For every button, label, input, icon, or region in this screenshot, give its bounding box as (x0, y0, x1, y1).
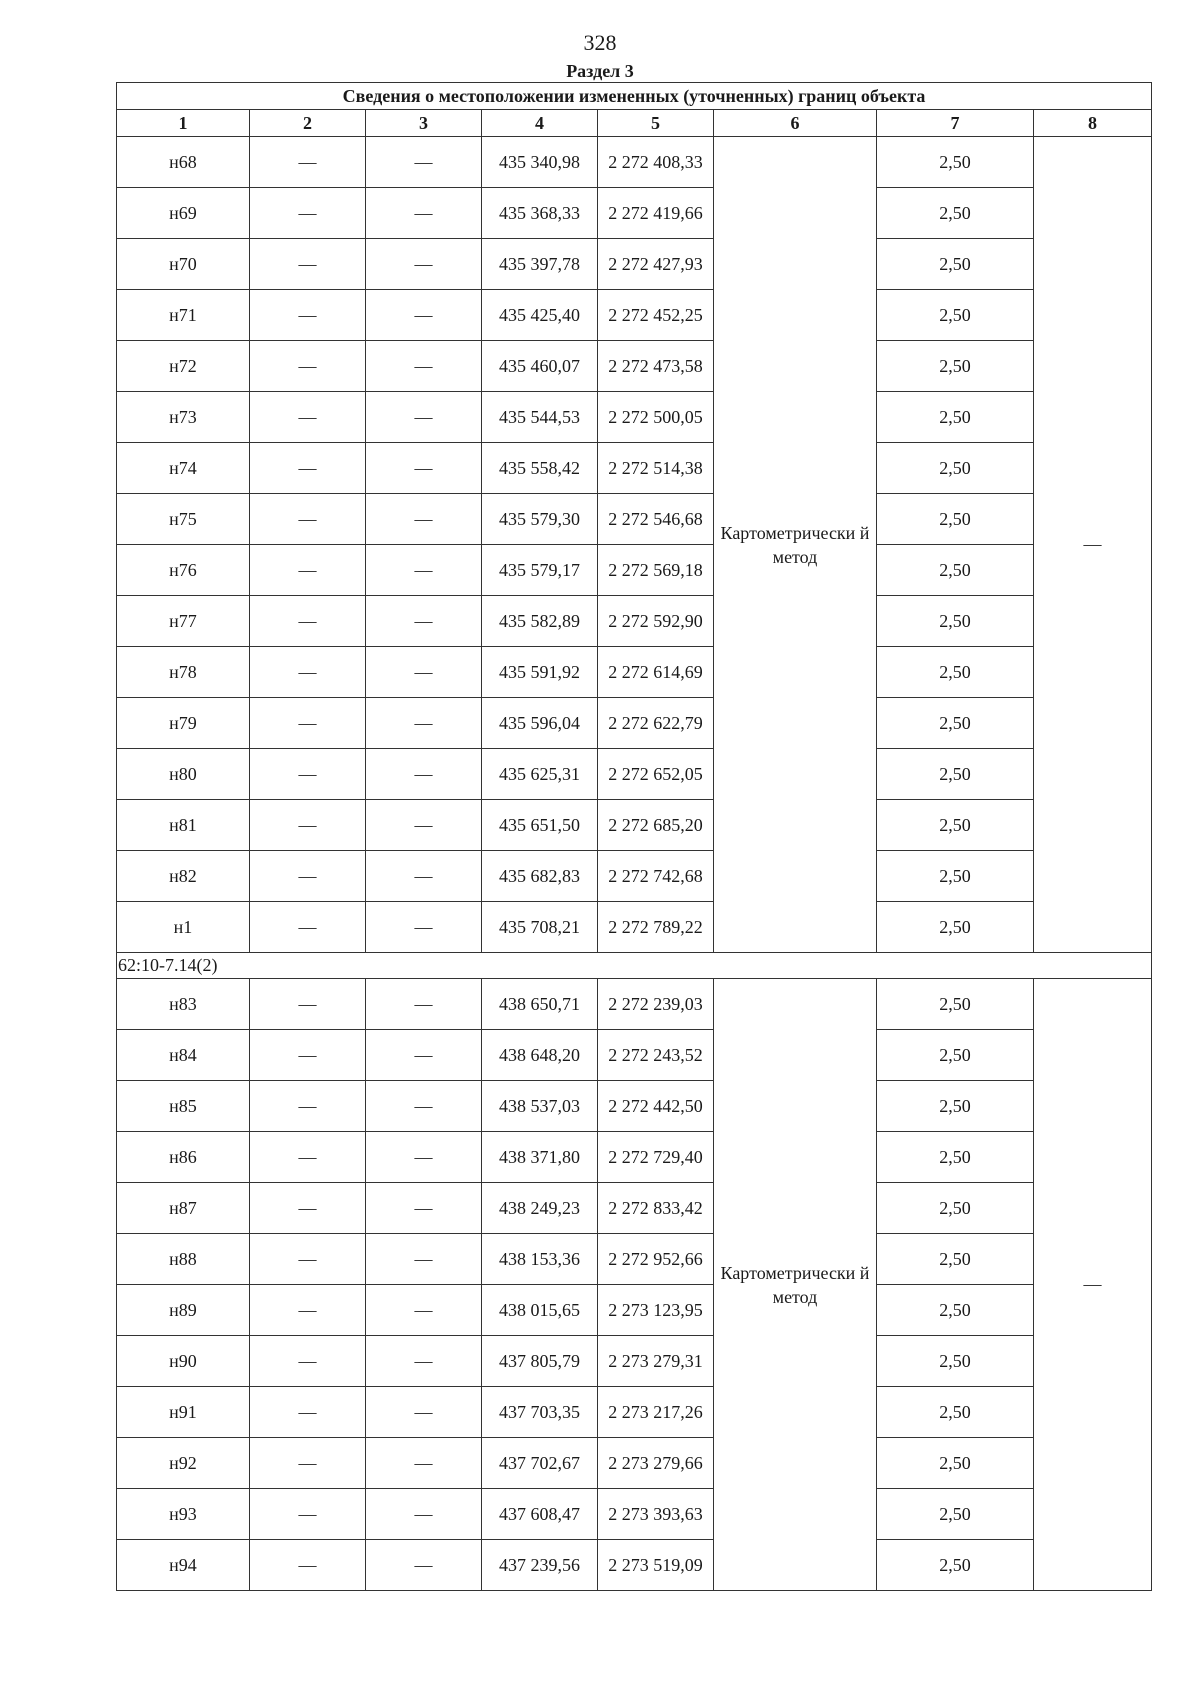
y-coordinate-cell: 2 273 217,26 (598, 1387, 714, 1438)
x-coordinate-cell: 438 537,03 (482, 1081, 598, 1132)
col3-cell: — (366, 1132, 482, 1183)
col8-cell: — (1034, 137, 1152, 953)
x-coordinate-cell: 435 625,31 (482, 749, 598, 800)
accuracy-cell: 2,50 (877, 290, 1034, 341)
y-coordinate-cell: 2 273 279,66 (598, 1438, 714, 1489)
table-row (117, 749, 1152, 800)
table-row (117, 137, 1152, 188)
col3-cell: — (366, 443, 482, 494)
col2-cell: — (250, 494, 366, 545)
table-row (117, 239, 1152, 290)
point-name-cell: н79 (117, 698, 250, 749)
col2-cell: — (250, 1234, 366, 1285)
col2-cell: — (250, 239, 366, 290)
point-name-cell: н91 (117, 1387, 250, 1438)
col3-cell: — (366, 1438, 482, 1489)
accuracy-cell: 2,50 (877, 137, 1034, 188)
col3-cell: — (366, 392, 482, 443)
col3-cell: — (366, 1183, 482, 1234)
col8-cell: — (1034, 979, 1152, 1591)
x-coordinate-cell: 435 460,07 (482, 341, 598, 392)
table-row (117, 443, 1152, 494)
point-name-cell: н90 (117, 1336, 250, 1387)
table-row (117, 647, 1152, 698)
group-label: 62:10-7.14(2) (117, 953, 1152, 979)
accuracy-cell: 2,50 (877, 698, 1034, 749)
table-row (117, 494, 1152, 545)
col2-cell: — (250, 1081, 366, 1132)
col2-cell: — (250, 698, 366, 749)
x-coordinate-cell: 435 651,50 (482, 800, 598, 851)
col2-cell: — (250, 1285, 366, 1336)
col2-cell: — (250, 1132, 366, 1183)
accuracy-cell: 2,50 (877, 545, 1034, 596)
col3-cell: — (366, 979, 482, 1030)
col2-cell: — (250, 545, 366, 596)
x-coordinate-cell: 435 340,98 (482, 137, 598, 188)
col3-cell: — (366, 902, 482, 953)
y-coordinate-cell: 2 272 500,05 (598, 392, 714, 443)
column-number-4: 4 (482, 110, 598, 137)
column-number-row (117, 110, 1152, 137)
table-row (117, 1285, 1152, 1336)
method-cell: Картометрически й метод (714, 979, 877, 1591)
table-row (117, 902, 1152, 953)
table-row (117, 545, 1152, 596)
col3-cell: — (366, 494, 482, 545)
table-row (117, 1387, 1152, 1438)
x-coordinate-cell: 438 371,80 (482, 1132, 598, 1183)
col2-cell: — (250, 137, 366, 188)
col2-cell: — (250, 341, 366, 392)
y-coordinate-cell: 2 272 427,93 (598, 239, 714, 290)
column-number-3: 3 (366, 110, 482, 137)
y-coordinate-cell: 2 272 419,66 (598, 188, 714, 239)
col2-cell: — (250, 290, 366, 341)
col3-cell: — (366, 596, 482, 647)
x-coordinate-cell: 437 703,35 (482, 1387, 598, 1438)
x-coordinate-cell: 438 650,71 (482, 979, 598, 1030)
column-number-8: 8 (1034, 110, 1152, 137)
y-coordinate-cell: 2 272 592,90 (598, 596, 714, 647)
accuracy-cell: 2,50 (877, 1489, 1034, 1540)
accuracy-cell: 2,50 (877, 494, 1034, 545)
y-coordinate-cell: 2 272 614,69 (598, 647, 714, 698)
y-coordinate-cell: 2 272 408,33 (598, 137, 714, 188)
x-coordinate-cell: 435 425,40 (482, 290, 598, 341)
boundary-table (116, 82, 1152, 1591)
table-row (117, 698, 1152, 749)
col3-cell: — (366, 698, 482, 749)
table-row (117, 1489, 1152, 1540)
y-coordinate-cell: 2 272 685,20 (598, 800, 714, 851)
y-coordinate-cell: 2 272 442,50 (598, 1081, 714, 1132)
col3-cell: — (366, 1540, 482, 1591)
point-name-cell: н94 (117, 1540, 250, 1591)
accuracy-cell: 2,50 (877, 1285, 1034, 1336)
table-row (117, 1132, 1152, 1183)
x-coordinate-cell: 437 805,79 (482, 1336, 598, 1387)
table-row (117, 1336, 1152, 1387)
x-coordinate-cell: 435 591,92 (482, 647, 598, 698)
y-coordinate-cell: 2 272 789,22 (598, 902, 714, 953)
col3-cell: — (366, 239, 482, 290)
table-row (117, 1540, 1152, 1591)
accuracy-cell: 2,50 (877, 1081, 1034, 1132)
x-coordinate-cell: 438 249,23 (482, 1183, 598, 1234)
table-row (117, 1081, 1152, 1132)
point-name-cell: н70 (117, 239, 250, 290)
point-name-cell: н71 (117, 290, 250, 341)
col3-cell: — (366, 1234, 482, 1285)
point-name-cell: н83 (117, 979, 250, 1030)
point-name-cell: н69 (117, 188, 250, 239)
col2-cell: — (250, 392, 366, 443)
x-coordinate-cell: 438 648,20 (482, 1030, 598, 1081)
col3-cell: — (366, 851, 482, 902)
col3-cell: — (366, 545, 482, 596)
accuracy-cell: 2,50 (877, 1336, 1034, 1387)
y-coordinate-cell: 2 272 514,38 (598, 443, 714, 494)
table-row (117, 979, 1152, 1030)
point-name-cell: н72 (117, 341, 250, 392)
point-name-cell: н73 (117, 392, 250, 443)
y-coordinate-cell: 2 273 123,95 (598, 1285, 714, 1336)
point-name-cell: н76 (117, 545, 250, 596)
col2-cell: — (250, 1540, 366, 1591)
column-number-1: 1 (117, 110, 250, 137)
accuracy-cell: 2,50 (877, 979, 1034, 1030)
y-coordinate-cell: 2 272 952,66 (598, 1234, 714, 1285)
col2-cell: — (250, 188, 366, 239)
group-label-row (117, 953, 1152, 979)
accuracy-cell: 2,50 (877, 749, 1034, 800)
column-number-2: 2 (250, 110, 366, 137)
y-coordinate-cell: 2 272 729,40 (598, 1132, 714, 1183)
accuracy-cell: 2,50 (877, 1234, 1034, 1285)
point-name-cell: н88 (117, 1234, 250, 1285)
col2-cell: — (250, 1387, 366, 1438)
x-coordinate-cell: 437 239,56 (482, 1540, 598, 1591)
col3-cell: — (366, 1081, 482, 1132)
table-row (117, 800, 1152, 851)
x-coordinate-cell: 435 708,21 (482, 902, 598, 953)
accuracy-cell: 2,50 (877, 188, 1034, 239)
y-coordinate-cell: 2 272 652,05 (598, 749, 714, 800)
col3-cell: — (366, 188, 482, 239)
col3-cell: — (366, 290, 482, 341)
table-row (117, 1183, 1152, 1234)
x-coordinate-cell: 437 608,47 (482, 1489, 598, 1540)
y-coordinate-cell: 2 272 452,25 (598, 290, 714, 341)
table-row (117, 290, 1152, 341)
x-coordinate-cell: 435 368,33 (482, 188, 598, 239)
y-coordinate-cell: 2 272 622,79 (598, 698, 714, 749)
x-coordinate-cell: 435 544,53 (482, 392, 598, 443)
y-coordinate-cell: 2 272 243,52 (598, 1030, 714, 1081)
table-row (117, 392, 1152, 443)
point-name-cell: н89 (117, 1285, 250, 1336)
col2-cell: — (250, 749, 366, 800)
col2-cell: — (250, 851, 366, 902)
col2-cell: — (250, 1489, 366, 1540)
table-row (117, 1030, 1152, 1081)
x-coordinate-cell: 435 397,78 (482, 239, 598, 290)
accuracy-cell: 2,50 (877, 1183, 1034, 1234)
accuracy-cell: 2,50 (877, 443, 1034, 494)
col3-cell: — (366, 1285, 482, 1336)
table-row (117, 341, 1152, 392)
accuracy-cell: 2,50 (877, 1132, 1034, 1183)
point-name-cell: н93 (117, 1489, 250, 1540)
col3-cell: — (366, 800, 482, 851)
x-coordinate-cell: 435 582,89 (482, 596, 598, 647)
column-number-6: 6 (714, 110, 877, 137)
column-number-5: 5 (598, 110, 714, 137)
y-coordinate-cell: 2 273 393,63 (598, 1489, 714, 1540)
y-coordinate-cell: 2 272 833,42 (598, 1183, 714, 1234)
table-row (117, 851, 1152, 902)
col3-cell: — (366, 137, 482, 188)
point-name-cell: н1 (117, 902, 250, 953)
point-name-cell: н80 (117, 749, 250, 800)
col3-cell: — (366, 1336, 482, 1387)
point-name-cell: н74 (117, 443, 250, 494)
page-number: 328 (583, 30, 617, 55)
col2-cell: — (250, 1183, 366, 1234)
point-name-cell: н75 (117, 494, 250, 545)
col2-cell: — (250, 979, 366, 1030)
section-title: Раздел 3 (566, 61, 634, 81)
col2-cell: — (250, 596, 366, 647)
col3-cell: — (366, 1489, 482, 1540)
col2-cell: — (250, 1336, 366, 1387)
point-name-cell: н84 (117, 1030, 250, 1081)
col2-cell: — (250, 1438, 366, 1489)
accuracy-cell: 2,50 (877, 1030, 1034, 1081)
column-number-7: 7 (877, 110, 1034, 137)
accuracy-cell: 2,50 (877, 1438, 1034, 1489)
y-coordinate-cell: 2 273 519,09 (598, 1540, 714, 1591)
col3-cell: — (366, 1030, 482, 1081)
col3-cell: — (366, 647, 482, 698)
col3-cell: — (366, 341, 482, 392)
point-name-cell: н81 (117, 800, 250, 851)
col2-cell: — (250, 647, 366, 698)
x-coordinate-cell: 435 596,04 (482, 698, 598, 749)
point-name-cell: н87 (117, 1183, 250, 1234)
accuracy-cell: 2,50 (877, 1387, 1034, 1438)
y-coordinate-cell: 2 272 473,58 (598, 341, 714, 392)
accuracy-cell: 2,50 (877, 851, 1034, 902)
y-coordinate-cell: 2 272 546,68 (598, 494, 714, 545)
accuracy-cell: 2,50 (877, 800, 1034, 851)
x-coordinate-cell: 435 558,42 (482, 443, 598, 494)
col2-cell: — (250, 443, 366, 494)
accuracy-cell: 2,50 (877, 1540, 1034, 1591)
col2-cell: — (250, 1030, 366, 1081)
accuracy-cell: 2,50 (877, 596, 1034, 647)
table-body (117, 137, 1152, 1591)
accuracy-cell: 2,50 (877, 647, 1034, 698)
point-name-cell: н86 (117, 1132, 250, 1183)
y-coordinate-cell: 2 272 742,68 (598, 851, 714, 902)
x-coordinate-cell: 438 153,36 (482, 1234, 598, 1285)
x-coordinate-cell: 437 702,67 (482, 1438, 598, 1489)
col3-cell: — (366, 749, 482, 800)
x-coordinate-cell: 435 579,30 (482, 494, 598, 545)
point-name-cell: н77 (117, 596, 250, 647)
table-row (117, 188, 1152, 239)
method-cell: Картометрически й метод (714, 137, 877, 953)
y-coordinate-cell: 2 273 279,31 (598, 1336, 714, 1387)
point-name-cell: н92 (117, 1438, 250, 1489)
accuracy-cell: 2,50 (877, 392, 1034, 443)
col2-cell: — (250, 800, 366, 851)
y-coordinate-cell: 2 272 239,03 (598, 979, 714, 1030)
table-row (117, 1234, 1152, 1285)
col2-cell: — (250, 902, 366, 953)
accuracy-cell: 2,50 (877, 341, 1034, 392)
accuracy-cell: 2,50 (877, 902, 1034, 953)
point-name-cell: н85 (117, 1081, 250, 1132)
x-coordinate-cell: 438 015,65 (482, 1285, 598, 1336)
point-name-cell: н78 (117, 647, 250, 698)
col3-cell: — (366, 1387, 482, 1438)
x-coordinate-cell: 435 682,83 (482, 851, 598, 902)
table-row (117, 596, 1152, 647)
table-row (117, 1438, 1152, 1489)
table-caption: Сведения о местоположении измененных (уточненных) границ объекта (117, 83, 1152, 110)
y-coordinate-cell: 2 272 569,18 (598, 545, 714, 596)
point-name-cell: н82 (117, 851, 250, 902)
point-name-cell: н68 (117, 137, 250, 188)
accuracy-cell: 2,50 (877, 239, 1034, 290)
x-coordinate-cell: 435 579,17 (482, 545, 598, 596)
